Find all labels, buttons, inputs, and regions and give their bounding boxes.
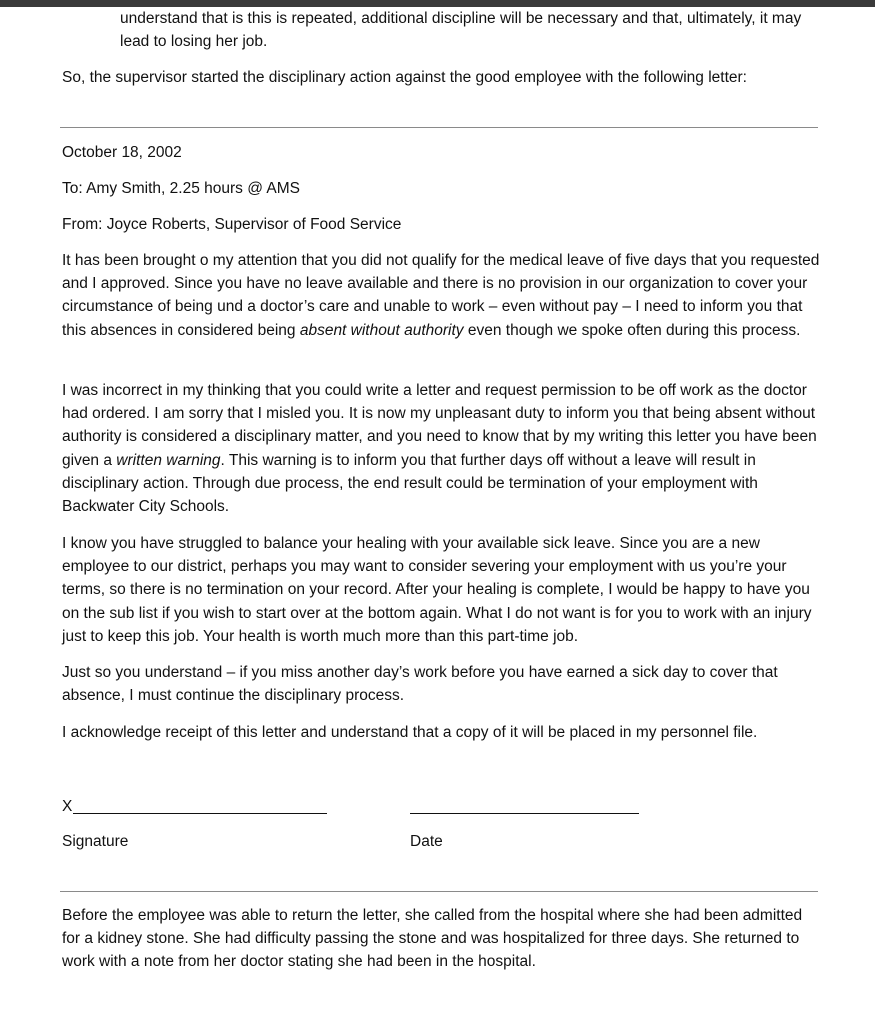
closing-paragraph: Before the employee was able to return the letter, she called from the hospital where she had been admitted for a kidney stone. She had difficulty passing the stone and was hospitalized for three days. She returned to work with a note from her doctor stating she had been in the hospital. — [62, 907, 803, 971]
letter-to: To: Amy Smith, 2.25 hours @ AMS — [62, 180, 300, 197]
para2-emphasis: written warning — [116, 451, 221, 469]
signature-line — [73, 813, 327, 814]
top-edge-bar — [0, 0, 875, 7]
letter-date: October 18, 2002 — [62, 144, 182, 161]
signature-label: Signature — [62, 833, 129, 850]
letter-top-rule — [60, 127, 818, 128]
letter-paragraph-3: I know you have struggled to balance your healing with your available sick leave. Since you are a new employee to our district, perhaps you may want to consider severing your employment with us you’re your terms, so there is no termination on your record. After your healing is complete, I would be happy to have you on the sub list if you wish to start over at the bottom again. What I do not want is for you to work with an injury just to keep this job. Your health is worth much more than this part-time job. — [62, 535, 812, 645]
date-line — [410, 813, 639, 814]
letter-from: From: Joyce Roberts, Supervisor of Food Service — [62, 216, 402, 233]
para1-emphasis: absent without authority — [299, 321, 464, 339]
acknowledgement-statement: I acknowledge receipt of this letter and understand that a copy of it will be placed in my personnel file. — [62, 724, 758, 741]
para1-text-a: It has been brought o my attention that you did not qualify for the medical leave of five days that you requested and I approved. Since you have no leave available and there is no provision in our organization to cover your circumstance of being und a doctor’s care and unable to work – even without pay – I need to inform you that this absences in considered being — [62, 252, 820, 339]
letter-bottom-rule — [60, 891, 818, 892]
lead-in-paragraph: So, the supervisor started the disciplinary action against the good employee with the following letter: — [62, 69, 747, 86]
signature-x-mark: X — [62, 798, 73, 815]
para2-text-a: I was incorrect in my thinking that you could write a letter and request permission to be off work as the doctor had ordered. I am sorry that I misled you. It is now my unpleasant duty to inform you that being absent without authority is considered a disciplinary matter, and you need to know that by my writing this letter you have been given a — [62, 382, 817, 469]
para1-text-b: even though we spoke often during this process. — [463, 321, 801, 339]
letter-paragraph-4: Just so you understand – if you miss another day’s work before you have earned a sick day to cover that absence, I must continue the disciplinary process. — [62, 664, 778, 705]
letter-paragraph-1 — [62, 249, 822, 342]
letter-paragraph-2 — [62, 379, 822, 518]
date-label: Date — [410, 833, 443, 850]
bullet-continuation: understand that is this is repeated, additional discipline will be necessary and that, ultimately, it may lead to losing her job. — [120, 10, 802, 51]
para2-text-b: . This warning is to inform you that further days off without a leave will result in disciplinary action. Through due process, the end result could be termination of your employment with Backwater City Schools. — [62, 451, 758, 516]
